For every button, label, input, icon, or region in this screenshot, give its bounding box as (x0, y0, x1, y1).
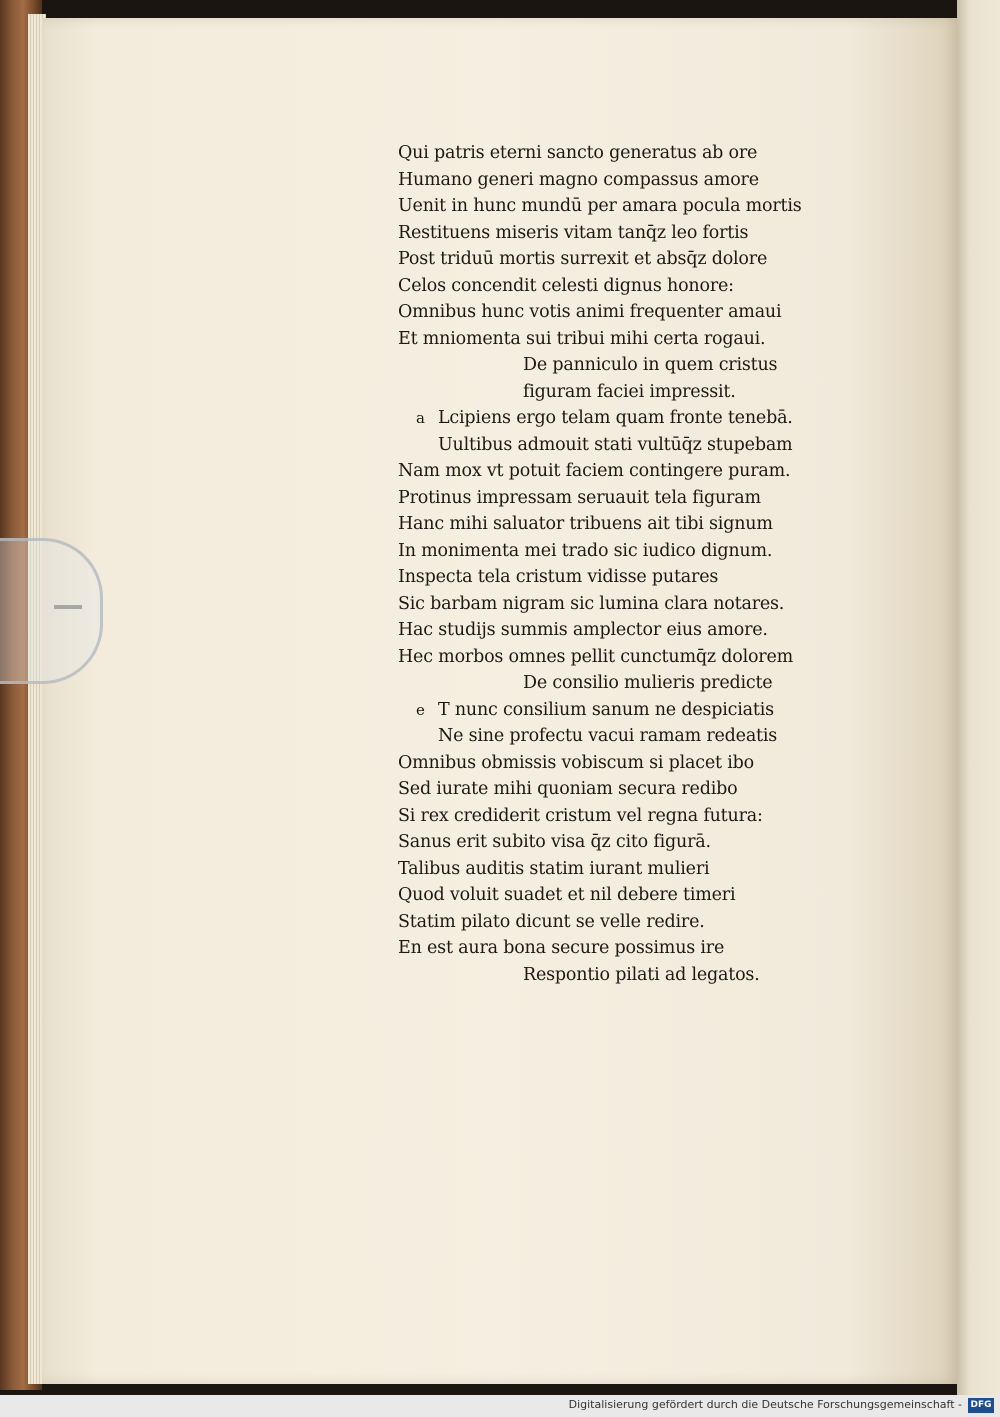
text-line (398, 379, 868, 406)
line-text: Hac studijs summis amplector eius amore. (398, 620, 768, 640)
page-clip-handle (54, 605, 82, 609)
text-line (398, 697, 868, 724)
line-text: Qui patris eterni sancto generatus ab ore (398, 143, 758, 163)
text-line (398, 167, 868, 194)
line-text: De panniculo in quem cristus (523, 355, 778, 375)
line-text: Omnibus obmissis vobiscum si placet ibo (398, 752, 754, 773)
text-line (398, 246, 868, 273)
line-text: T nunc consilium sanum ne despiciatis (438, 699, 774, 720)
initial-marker: e (416, 700, 425, 719)
line-text: Sanus erit subito visa q̄z cito figurā. (398, 832, 711, 852)
line-text: Si rex crediderit cristum vel regna futura: (398, 805, 763, 826)
text-line (398, 856, 868, 883)
text-line (398, 564, 868, 591)
line-text: Hanc mihi saluator tribuens ait tibi signum (398, 514, 773, 534)
line-text: In monimenta mei trado sic iudico dignum. (398, 540, 773, 561)
text-line (398, 538, 868, 565)
line-text: Hec morbos omnes pellit cunctumq̄z dolorem (398, 646, 794, 667)
text-line (398, 776, 868, 803)
line-text: Humano generi magno compassus amore (398, 169, 759, 190)
line-text: Respontio pilati ad legatos. (523, 964, 760, 985)
text-line (398, 458, 868, 485)
dfg-logo: DFG (968, 1398, 994, 1413)
line-text: De consilio mulieris predicte (523, 673, 773, 693)
text-line (398, 193, 868, 220)
line-text: Quod voluit suadet et nil debere timeri (398, 885, 736, 905)
text-line (398, 803, 868, 830)
book-page (42, 18, 957, 1384)
page-clip (0, 538, 103, 684)
line-text: Celos concendit celesti dignus honore: (398, 275, 734, 296)
line-text: Inspecta tela cristum vidisse putares (398, 567, 719, 587)
text-line (398, 644, 868, 671)
text-line (398, 273, 868, 300)
text-line (398, 882, 868, 909)
line-text: Restituens miseris vitam tanq̄z leo fortis (398, 222, 749, 243)
text-line (398, 962, 868, 989)
text-line (398, 909, 868, 936)
footer-bar (0, 1395, 1000, 1417)
line-text: Ne sine profectu vacui ramam redeatis (438, 726, 778, 746)
text-line (398, 140, 868, 167)
text-line (398, 432, 868, 459)
text-line (398, 750, 868, 777)
line-text: Lcipiens ergo telam quam fronte tenebā. (438, 408, 793, 428)
text-line (398, 485, 868, 512)
text-line (398, 511, 868, 538)
line-text: Nam mox vt potuit faciem contingere puram. (398, 461, 791, 481)
line-text: Protinus impressam seruauit tela figuram (398, 487, 761, 508)
facing-page-ghost-text (957, 0, 1000, 120)
initial-marker: a (416, 409, 425, 427)
text-line (398, 220, 868, 247)
line-text: Post triduū mortis surrexit et absq̄z dolore (398, 249, 768, 269)
line-text: Sed iurate mihi quoniam secura redibo (398, 779, 738, 799)
footer-credit: Digitalisierung gefördert durch die Deutsche Forschungsgemeinschaft - (568, 1398, 962, 1411)
text-block (398, 140, 868, 988)
text-line (398, 935, 868, 962)
text-line (398, 617, 868, 644)
line-text: figuram faciei impressit. (523, 381, 736, 402)
line-text: Uultibus admouit stati vultūq̄z stupebam (438, 434, 793, 455)
text-line (398, 591, 868, 618)
text-line (398, 829, 868, 856)
line-text: Uenit in hunc mundū per amara pocula mortis (398, 196, 802, 216)
text-line (398, 723, 868, 750)
text-line (398, 299, 868, 326)
text-line (398, 670, 868, 697)
facing-page-edge (957, 0, 1000, 1395)
line-text: En est aura bona secure possimus ire (398, 938, 725, 958)
line-text: Sic barbam nigram sic lumina clara notares. (398, 593, 785, 614)
line-text: Et mniomenta sui tribui mihi certa rogaui. (398, 328, 766, 349)
text-line (398, 326, 868, 353)
line-text: Omnibus hunc votis animi frequenter amaui (398, 302, 782, 322)
line-text: Statim pilato dicunt se velle redire. (398, 911, 705, 932)
line-text: Talibus auditis statim iurant mulieri (398, 858, 710, 879)
text-line (398, 352, 868, 379)
text-line (398, 405, 868, 432)
